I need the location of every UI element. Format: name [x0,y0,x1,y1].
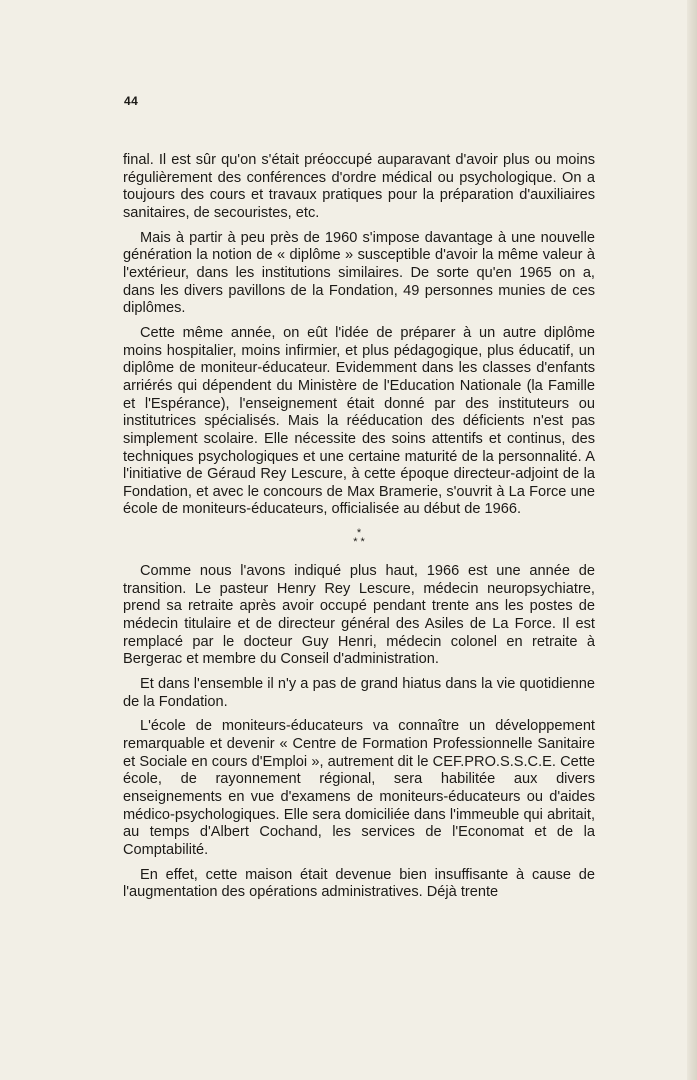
page-number: 44 [124,94,139,108]
paragraph: L'école de moniteurs-éducateurs va connaître un développement remarquable et devenir « Centre de Formation Professionnelle Sanitaire et Sociale en cours d'Emploi », autrement dit le CEF.PRO.S.S.C.E. Cette école, de rayonnement régional, sera habilitée aux divers enseignements en vue d'examens de moniteurs-éducateurs ou d'aides médico-psychologiques. Elle sera domiciliée dans l'immeuble qui abritait, au temps d'Albert Cochand, les services de l'Economat et de la Comptabilité. [123,718,595,858]
asterism-bottom: * * [353,536,365,549]
asterism-separator [123,529,595,547]
paragraph: final. Il est sûr qu'on s'était préoccupé auparavant d'avoir plus ou moins régulièrement des conférences d'ordre médical ou psychologique. On a toujours des cours et travaux pratiques pour la préparation d'auxiliaires sanitaires, de secouristes, etc. [123,152,595,221]
paragraph: Comme nous l'avons indiqué plus haut, 1966 est une année de transition. Le pasteur Henry Rey Lescure, médecin neuropsychiatre, prend sa retraite après avoir occupé pendant trente ans les postes de médecin titulaire et de directeur général des Asiles de La Force. Il est remplacé par le docteur Guy Henri, médecin colonel en retraite à Bergerac et membre du Conseil d'administration. [123,563,595,668]
body-text [123,152,595,909]
paragraph: Mais à partir à peu près de 1960 s'impose davantage à une nouvelle génération la notion de « diplôme » susceptible d'avoir la même valeur à l'extérieur, dans les institutions similaires. De sorte qu'en 1965 on a, dans les divers pavillons de la Fondation, 49 personnes munies de ces diplômes. [123,229,595,317]
paragraph: Et dans l'ensemble il n'y a pas de grand hiatus dans la vie quotidienne de la Fondation. [123,676,595,710]
page-edge [687,0,697,1080]
asterism-top: * [356,527,362,540]
paragraph: En effet, cette maison était devenue bien insuffisante à cause de l'augmentation des opérations administratives. Déjà trente [123,866,595,901]
paragraph: Cette même année, on eût l'idée de préparer à un autre diplôme moins hospitalier, moins infirmier, et plus pédagogique, plus éducatif, un diplôme de moniteur-éducateur. Evidemment dans les classes d'enfants arriérés qui dépendent du Ministère de l'Education Nationale (la Famille et l'Espérance), l'enseignement était donné par des instituteurs ou institutrices spécialisés. Mais la rééducation des déficients n'est pas simplement scolaire. Elle nécessite des soins attentifs et continus, des techniques psychologiques et une certaine maturité de la personnalité. A l'initiative de Géraud Rey Lescure, à cette époque directeur-adjoint de la Fondation, et avec le concours de Max Bramerie, s'ouvrit à La Force une école de moniteurs-éducateurs, officialisée au début de 1966. [123,324,595,518]
